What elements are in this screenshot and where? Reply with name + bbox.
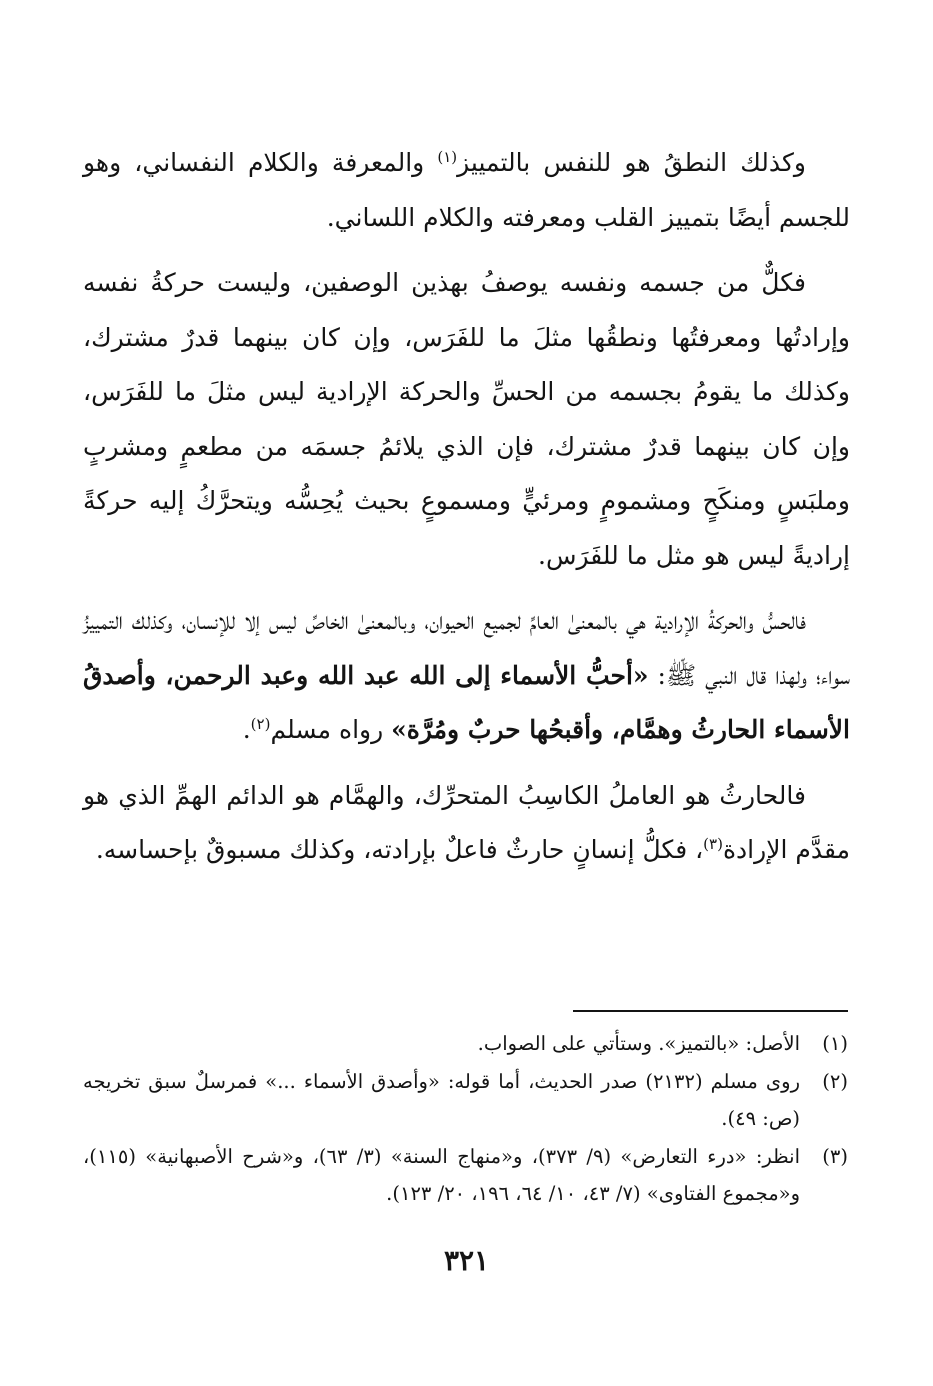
paragraph-3 [83, 594, 850, 758]
footnote-1 [83, 1025, 848, 1063]
paragraph-text: ، فكلُّ إنسانٍ حارثٌ فاعلٌ بإرادته، وكذلك مسبوقٌ بإحساسه. [95, 835, 704, 864]
footnote-divider [573, 1010, 848, 1012]
hadith-quote: «أحبُّ الأسماء إلى الله عبد الله وعبد الرحمن، وأصدقُ الأسماء الحارثُ وهمَّام، وأقبحُها حربٌ ومُرَّة» [83, 660, 850, 744]
footnote-text: روى مسلم (٢١٣٢) صدر الحديث، أما قوله: «وأصدق الأسماء ...» فمرسلٌ سبق تخريجه (ص: ٤٩). [83, 1069, 800, 1130]
body-text [83, 136, 850, 878]
footnote-text: انظر: «درء التعارض» (٩/ ٣٧٣)، و«منهاج السنة» (٣/ ٦٣)، و«شرح الأصبهانية» (١١٥)، و«مجموع الفتاوى» (٧/ ٤٣، ١٠/ ٦٤، ١٩٦، ٢٠/ ١٢٣). [83, 1144, 800, 1205]
paragraph-text: . [242, 715, 251, 744]
paragraph-text: رواه مسلم [270, 715, 392, 744]
paragraph-2 [83, 256, 850, 583]
paragraph-4 [83, 769, 850, 878]
footnotes [83, 1025, 848, 1213]
paragraph-text: فكلٌّ من جسمه ونفسه يوصفُ بهذين الوصفين، وليست حركةُ نفسه وإرادتُها ومعرفتُها ونطقُها مثلَ ما للفَرَس، وإن كان بينهما قدرٌ مشترك، وكذلك ما يقومُ بجسمه من الحسِّ والحركة الإرادية ليس مثلَ ما للفَرَس، وإن كان بينهما قدرٌ مشترك، فإن الذي يلائمُ جسمَه من مطعمٍ ومشربٍ وملبَسٍ ومنكَحٍ ومشمومٍ ومرئيٍّ ومسموعٍ بحيث يُحِسُّه ويتحرَّكُ إليه حركةً إراديةً ليس هو مثل ما للفَرَس. [83, 268, 850, 570]
paragraph-text: فالحارثُ هو العاملُ الكاسِبُ المتحرِّك، والهمَّام هو الدائم الهمِّ الذي هو مقدَّم الإرادة [83, 780, 850, 864]
footnote-ref-2[interactable]: (٢) [250, 715, 271, 733]
footnote-number: (٣) [822, 1144, 848, 1168]
paragraph-text: فالحسُّ والحركةُ الإرادية هي بالمعنىٰ العامِّ لجميع الحيوان، وبالمعنىٰ الخاصِّ ليس إلا للإنسان، وكذلك التمييزُ سواء؛ ولهذا قال النبي ﷺ: [83, 606, 851, 690]
footnote-3 [83, 1138, 848, 1213]
paragraph-text: وكذلك النطقُ هو للنفس بالتمييز [457, 148, 806, 177]
footnote-ref-3[interactable]: (٣) [703, 835, 723, 853]
footnote-number: (١) [822, 1032, 848, 1055]
paragraph-1 [83, 136, 850, 245]
footnote-ref-1[interactable]: (١) [437, 148, 458, 166]
page-number: ٣٢١ [443, 1244, 490, 1277]
footnote-number: (٢) [822, 1069, 848, 1093]
footnote-text: الأصل: «بالتميز». وستأتي على الصواب. [477, 1032, 800, 1055]
paragraph-text: والمعرفة والكلام النفساني، وهو للجسم أيضًا بتمييز القلب ومعرفته والكلام اللساني. [83, 148, 850, 232]
footnote-2 [83, 1063, 848, 1138]
